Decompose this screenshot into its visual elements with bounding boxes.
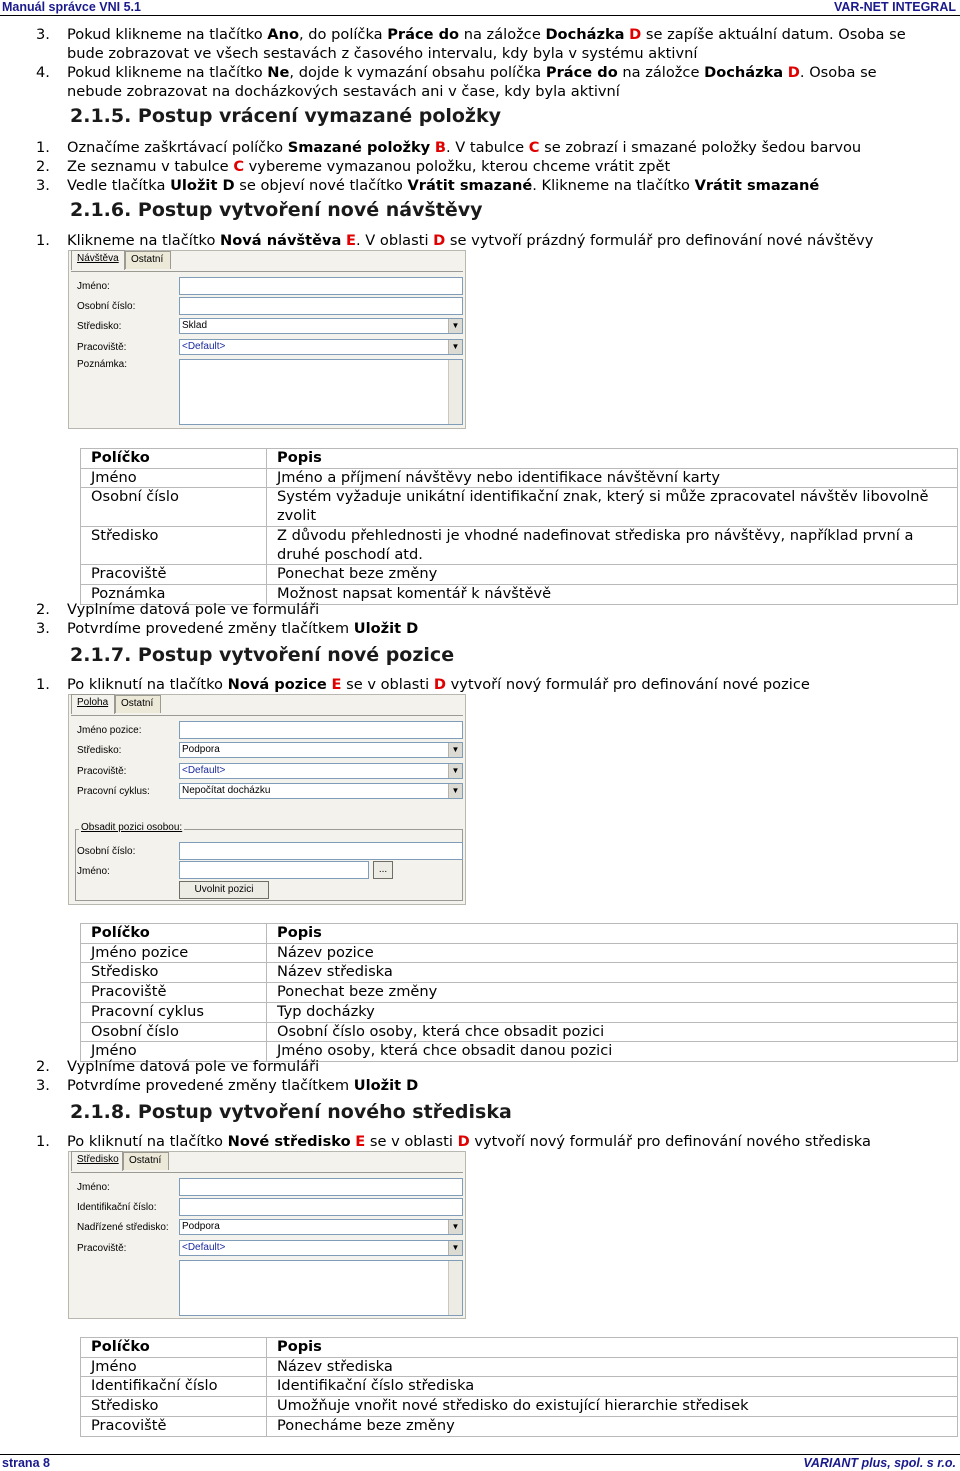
table-row: Pracoviště Ponechat beze změny (81, 565, 958, 585)
table-row: Středisko Z důvodu přehlednosti je vhodné nadefinovat střediska pro návštěvy, například první a druhé poschodí atd. (81, 526, 958, 564)
fields-table-navsteva (80, 448, 958, 605)
label-pracoviste: Pracoviště: (77, 1243, 127, 1254)
nadrizene-stredisko-select[interactable]: Podpora ▼ (179, 1219, 463, 1235)
table-row: Poznámka Možnost napsat komentář k návštěvě (81, 584, 958, 604)
table-header: Popis (267, 924, 958, 944)
pracovni-cyklus-select[interactable]: Nepočítat docházku ▼ (179, 783, 463, 799)
jmeno-input[interactable] (179, 1178, 463, 1196)
chevron-down-icon: ▼ (448, 319, 462, 333)
chevron-down-icon: ▼ (448, 784, 462, 798)
label-jmeno: Jméno: (77, 866, 110, 877)
label-poznamka: Poznámka: (77, 359, 128, 370)
label-jmeno: Jméno: (77, 281, 110, 292)
label-osobni-cislo: Osobní číslo: (77, 846, 136, 857)
osobni-cislo-input[interactable] (179, 842, 463, 860)
label-jmeno-pozice: Jméno pozice: (77, 725, 142, 736)
section-heading-2-1-5: 2.1.5. Postup vrácení vymazané položky (70, 105, 502, 127)
header-divider (0, 15, 960, 16)
table-header: Políčko (81, 1338, 267, 1358)
scrollbar[interactable] (448, 1261, 462, 1315)
tab-ostatni[interactable]: Ostatní (123, 1152, 169, 1170)
table-row: Jméno pozice Název pozice (81, 943, 958, 963)
table-row: Jméno Název střediska (81, 1357, 958, 1377)
pracoviste-select[interactable]: <Default> ▼ (179, 763, 463, 779)
fields-table-stredisko (80, 1337, 958, 1437)
group-title: Obsadit pozici osobou: (81, 822, 183, 833)
table-row: Pracovní cyklus Typ docházky (81, 1002, 958, 1022)
pracoviste-select[interactable]: <Default> ▼ (179, 339, 463, 355)
identifikacni-cislo-input[interactable] (179, 1198, 463, 1216)
label-pracovni-cyklus: Pracovní cyklus: (77, 786, 150, 797)
label-nadrizene-stredisko: Nadřízené středisko: (77, 1222, 169, 1233)
uvolnit-pozici-button[interactable]: Uvolnit pozici (179, 881, 269, 899)
form-poloha (68, 694, 466, 905)
table-row: Středisko Umožňuje vnořit nové středisko do existující hierarchie středisek (81, 1397, 958, 1417)
form-stredisko (68, 1151, 466, 1319)
page-header (0, 0, 960, 16)
tab-ostatni[interactable]: Ostatní (115, 695, 161, 713)
section-heading-2-1-7: 2.1.7. Postup vytvoření nové pozice (70, 644, 455, 666)
section-heading-2-1-8: 2.1.8. Postup vytvoření nového střediska (70, 1101, 512, 1123)
table-row: Osobní číslo Systém vyžaduje unikátní identifikační znak, který si může zpracovatel návštěv libovolně zvolit (81, 488, 958, 526)
chevron-down-icon: ▼ (448, 340, 462, 354)
table-row: Jméno Jméno a příjmení návštěvy nebo identifikace návštěvní karty (81, 468, 958, 488)
section-heading-2-1-6: 2.1.6. Postup vytvoření nové návštěvy (70, 199, 483, 221)
osobni-cislo-input[interactable] (179, 297, 463, 315)
table-row: Pracoviště Ponecháme beze změny (81, 1416, 958, 1436)
label-pracoviste: Pracoviště: (77, 342, 127, 353)
jmeno-pozice-input[interactable] (179, 721, 463, 739)
pracoviste-select[interactable]: <Default> ▼ (179, 1240, 463, 1256)
table-header: Políčko (81, 449, 267, 469)
table-row: Identifikační číslo Identifikační číslo střediska (81, 1377, 958, 1397)
table-row: Pracoviště Ponechat beze změny (81, 983, 958, 1003)
header-right: VAR-NET INTEGRAL (834, 0, 956, 14)
tab-ostatni[interactable]: Ostatní (125, 251, 171, 269)
header-left: Manuál správce VNI 5.1 (2, 0, 141, 14)
jmeno-input[interactable] (179, 861, 369, 879)
memo-field[interactable] (179, 1260, 463, 1316)
browse-button[interactable]: ... (373, 861, 393, 879)
chevron-down-icon: ▼ (448, 743, 462, 757)
table-header: Popis (267, 449, 958, 469)
tab-stredisko[interactable]: Středisko (71, 1151, 123, 1171)
tab-navsteva[interactable]: Návštěva (71, 250, 125, 270)
scrollbar[interactable] (448, 360, 462, 424)
chevron-down-icon: ▼ (448, 764, 462, 778)
table-row: Středisko Název střediska (81, 963, 958, 983)
chevron-down-icon: ▼ (448, 1220, 462, 1234)
table-row: Jméno Jméno osoby, která chce obsadit danou pozici (81, 1042, 958, 1062)
table-row: Osobní číslo Osobní číslo osoby, která chce obsadit pozici (81, 1022, 958, 1042)
page-number: strana 8 (2, 1456, 50, 1470)
footer-company: VARIANT plus, spol. s r.o. (803, 1456, 956, 1470)
label-jmeno: Jméno: (77, 1182, 110, 1193)
label-stredisko: Středisko: (77, 745, 122, 756)
chevron-down-icon: ▼ (448, 1241, 462, 1255)
table-header: Popis (267, 1338, 958, 1358)
form-navsteva (68, 250, 466, 429)
label-osobni-cislo: Osobní číslo: (77, 301, 136, 312)
table-header: Políčko (81, 924, 267, 944)
fields-table-pozice (80, 923, 958, 1062)
stredisko-select[interactable]: Podpora ▼ (179, 742, 463, 758)
jmeno-input[interactable] (179, 277, 463, 295)
stredisko-select[interactable]: Sklad ▼ (179, 318, 463, 334)
footer-divider (0, 1454, 960, 1455)
label-stredisko: Středisko: (77, 321, 122, 332)
label-identifikacni-cislo: Identifikační číslo: (77, 1202, 157, 1213)
poznamka-textarea[interactable] (179, 359, 463, 425)
label-pracoviste: Pracoviště: (77, 766, 127, 777)
uloz-d-label: Uložit D (170, 177, 235, 194)
tab-poloha[interactable]: Poloha (71, 694, 115, 714)
